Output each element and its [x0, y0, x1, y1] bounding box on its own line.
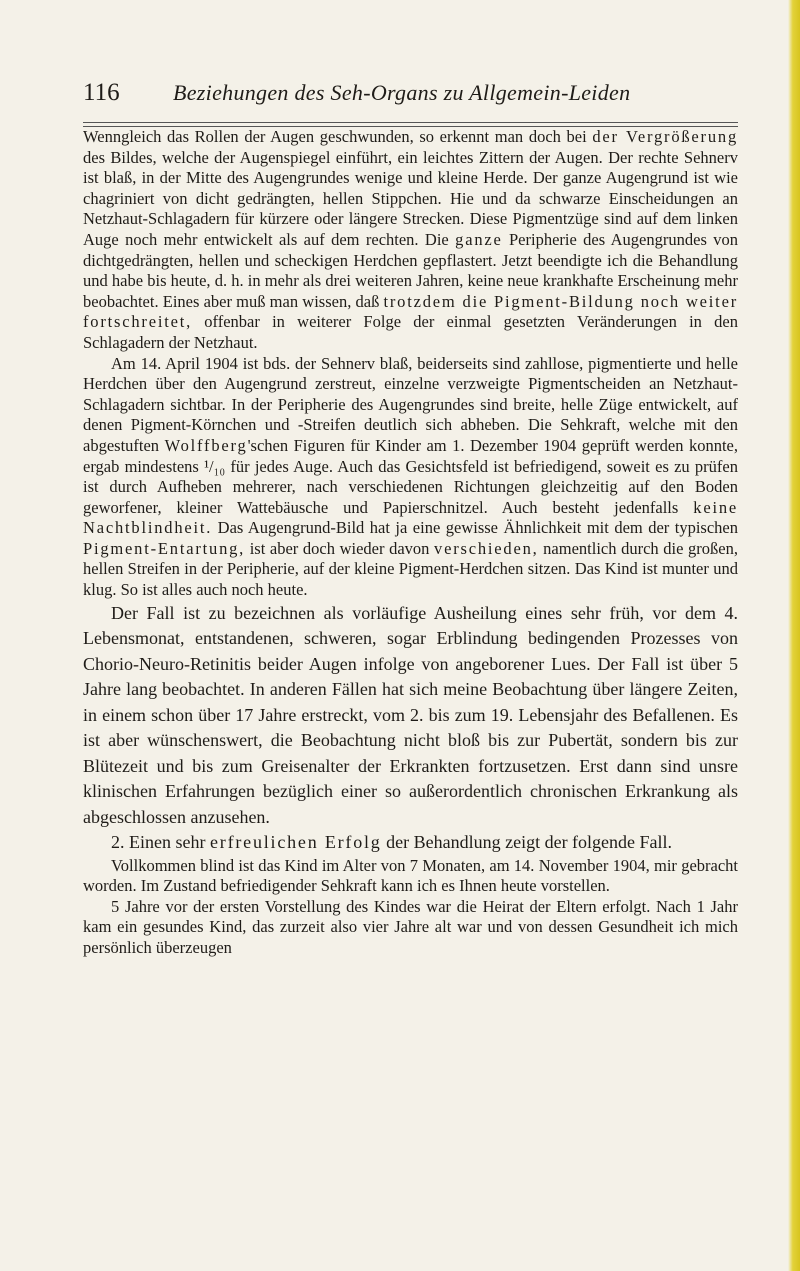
text-run: ist aber doch wieder davon [245, 538, 435, 558]
text-run: 'schen Figuren für Kinder am 1. Dezember 1904 geprüft werden konnte, ergab mindestens ¹/₁₀ für jedes Auge. Auch das Gesichtsfeld ist befriedigend, soweit es zu prüfen ist durch Aufheben mehrerer, nach verschiedenen Richtungen gleichzeitig auf den Boden geworfener, kleiner Wattebäusche und Papierschnitzel. Auch besteht jedenfalls [83, 435, 738, 517]
page-number: 116 [83, 79, 120, 106]
text-run: Das Augengrund-Bild hat ja eine gewisse Ähnlichkeit mit dem der typischen [212, 518, 738, 538]
text-run: des Bildes, welche der Augenspiegel einführt, ein leichtes Zittern der Augen. Der rechte Sehnerv ist blaß, in der Mitte des Augengrundes wenige und kleine Herde. Der ganze Augengrund ist wie chagriniert von dicht gedrängten, hellen Stippchen. Hie und da schwarze Einscheidungen an Netzhaut-Schlagadern für kürzere oder längere Strecken. Diese Pigmentzüge sind auf dem linken Auge noch mehr entwickelt als auf dem rechten. Die [83, 147, 738, 249]
emphasized-text: verschieden, [434, 538, 539, 558]
emphasized-text: keine Nachtblindheit. [83, 497, 738, 538]
text-run: Der Fall ist zu bezeichnen als vorläufige Ausheilung eines sehr früh, vor dem 4. Lebensmonat, entstandenen, schweren, sogar Erblindung bedingenden Prozesses von Chorio-Neuro-Retinitis beider Augen infolge von angeborener Lues. Der Fall ist über 5 Jahre lang beobachtet. In anderen Fällen hat sich meine Beobachtung über längere Zeiten, in einem schon über 17 Jahre erstreckt, vom 2. bis zum 19. Lebensjahr des Befallenen. Es ist aber wünschenswert, die Beobachtung nicht bloß bis zur Pubertät, sondern bis zur Blütezeit und bis zum Greisenalter der Erkrankten fortzusetzen. Erst dann sind unsre klinischen Erfahrungen bezüglich einer so außerordentlich chronischen Erkrankung als abgeschlossen anzusehen. [83, 602, 738, 827]
text-run: 5 Jahre vor der ersten Vorstellung des Kindes war die Heirat der Eltern erfolgt. Nach 1 Jahr kam ein gesundes Kind, das zurzeit also vier Jahre alt war und von dessen Gesundheit ich mich persönlich überzeugen [83, 896, 738, 958]
emphasized-text: Wolffberg [164, 435, 248, 455]
body-text [83, 127, 738, 959]
text-run: Peripherie des Augengrundes von dichtgedrängten, hellen und scheckigen Herdchen gepflastert. Jetzt beendigte ich die Behandlung und habe bis heute, d. h. in mehr als drei weiteren Jahren, keine neue krankhafte Erscheinung mehr beobachtet. Eines aber muß man wissen, daß [83, 229, 738, 311]
header-rule-top [83, 122, 738, 123]
text-run: 2. Einen sehr [111, 832, 210, 853]
paragraph-p1 [83, 127, 738, 354]
page-edge-strip [788, 0, 800, 1271]
text-run: Am 14. April 1904 ist bds. der Sehnerv blaß, beiderseits sind zahllose, pigmentierte und helle Herdchen über den Augengrund zerstreut, einzelne verzweigte Pigmentscheiden an Netzhaut-Schlagadern sichtbar. In der Peripherie des Augengrundes sind breite, helle Züge entwickelt, auf denen Pigment-Körnchen und -Streifen deutlich sich abheben. Die Sehkraft, welche mit den abgestuften [83, 353, 738, 455]
text-run: namentlich durch die großen, hellen Streifen in der Peripherie, auf der kleine Pigment-Herdchen sitzen. Das Kind ist munter und klug. So ist alles auch noch heute. [83, 538, 738, 600]
paragraph-p3 [83, 601, 738, 831]
emphasized-text: Pigment-Entartung, [83, 538, 246, 558]
text-run: der Behandlung zeigt der folgende Fall. [381, 832, 673, 853]
emphasized-text: erfreulichen Erfolg [209, 832, 382, 853]
page-header [83, 79, 738, 119]
text-run: offenbar in weiterer Folge der einmal gesetzten Veränderungen in den Schlagadern der Netzhaut. [83, 312, 738, 352]
paragraph-p2 [83, 354, 738, 601]
emphasized-text: trotzdem die Pigment-Bildung noch weiter fortschreitet, [83, 291, 738, 332]
paragraph-p4 [83, 830, 738, 856]
text-run: Vollkommen blind ist das Kind im Alter von 7 Monaten, am 14. November 1904, mir gebracht worden. Im Zustand befriedigender Sehkraft kann ich es Ihnen heute vorstellen. [83, 855, 738, 896]
paragraph-p5 [83, 856, 738, 897]
emphasized-text: ganze [455, 229, 503, 249]
text-run: Wenngleich das Rollen der Augen geschwunden, so erkennt man doch bei [83, 127, 593, 146]
emphasized-text: der Vergrößerung [592, 127, 738, 146]
running-title: Beziehungen des Seh-Organs zu Allgemein-Leiden [173, 80, 631, 105]
paragraph-p6 [83, 897, 738, 959]
